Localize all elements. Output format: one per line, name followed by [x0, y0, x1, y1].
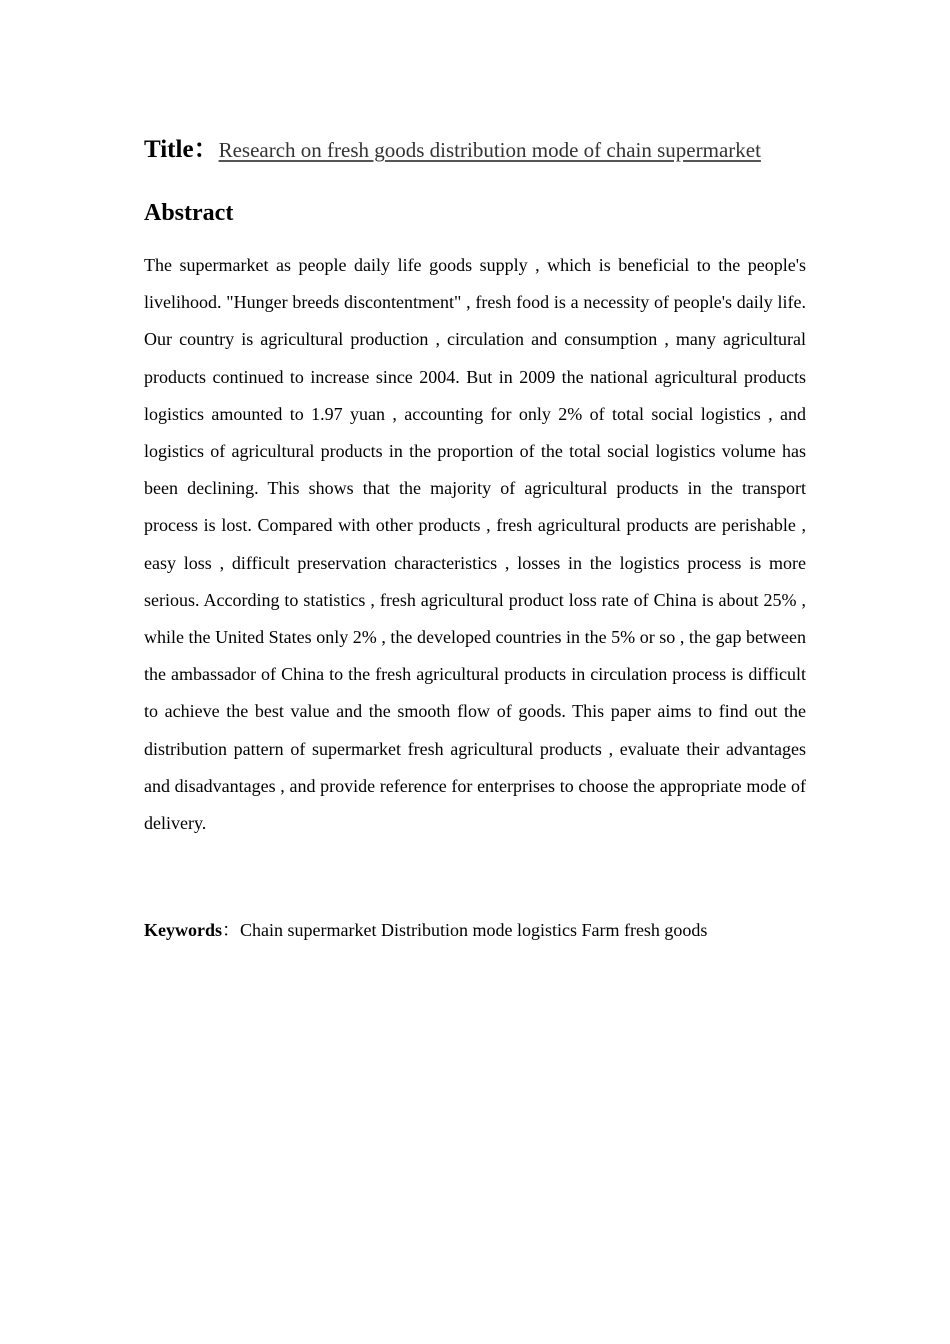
- keywords-colon: ：: [222, 920, 240, 941]
- paper-title: Research on fresh goods distribution mode of chain supermarket: [218, 138, 761, 162]
- title-line: [144, 130, 806, 170]
- keywords-text: Chain supermarket Distribution mode logistics Farm fresh goods: [240, 920, 708, 941]
- title-label: Title: [144, 136, 194, 163]
- document-content: [144, 130, 806, 949]
- keywords-line: [144, 912, 806, 949]
- abstract-body: The supermarket as people daily life goods supply , which is beneficial to the people's livelihood. "Hunger breeds discontentment" , fresh food is a necessity of people's daily life. Our country is agricultural production , circulation and consumption , many agricultural products continued to increase since 2004. But in 2009 the national agricultural products logistics amounted to 1.97 yuan , accounting for only 2% of total social logistics , and logistics of agricultural products in the proportion of the total social logistics volume has been declining. This shows that the majority of agricultural products in the transport process is lost. Compared with other products , fresh agricultural products are perishable , easy loss , difficult preservation characteristics , losses in the logistics process is more serious. According to statistics , fresh agricultural product loss rate of China is about 25% , while the United States only 2% , the developed countries in the 5% or so , the gap between the ambassador of China to the fresh agricultural products in circulation process is difficult to achieve the best value and the smooth flow of goods. This paper aims to find out the distribution pattern of supermarket fresh agricultural products , evaluate their advantages and disadvantages , and provide reference for enterprises to choose the appropriate mode of delivery.: [144, 255, 806, 834]
- abstract-heading: Abstract: [144, 200, 234, 226]
- keywords-label: Keywords: [144, 920, 222, 941]
- title-colon: ：: [193, 136, 219, 163]
